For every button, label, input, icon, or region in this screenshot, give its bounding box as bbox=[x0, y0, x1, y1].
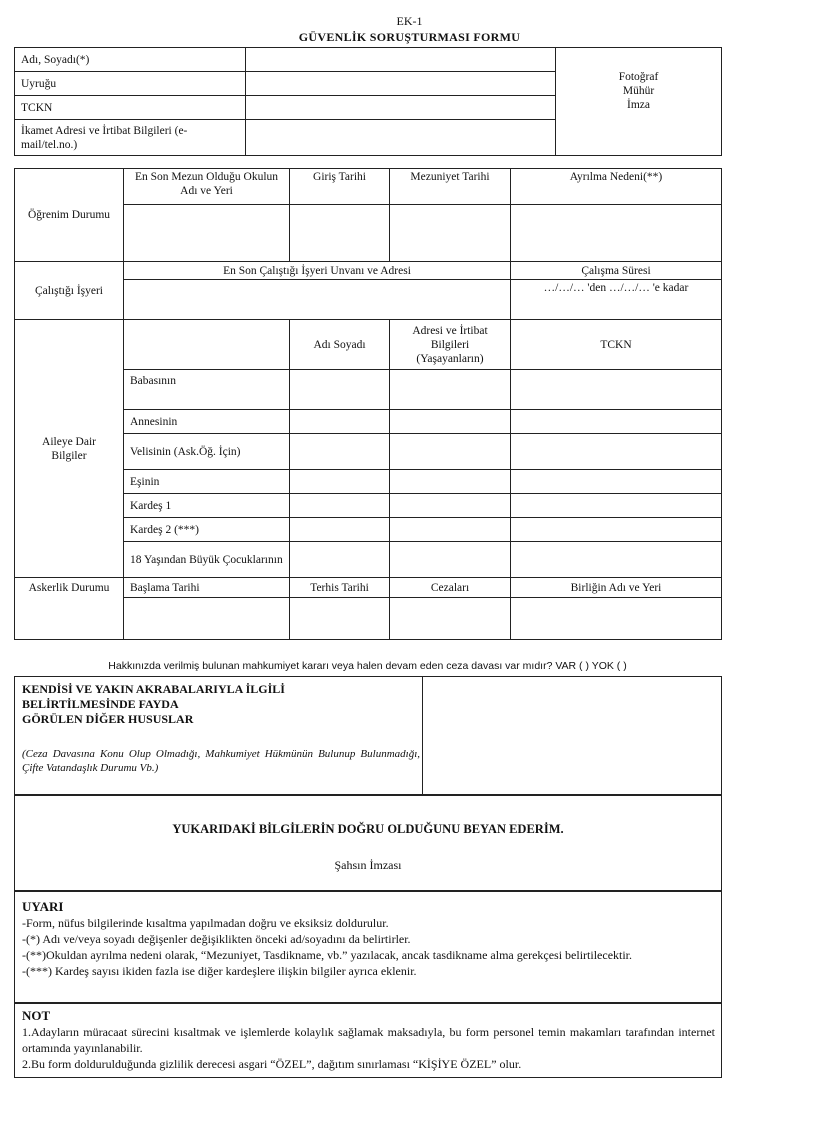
mother-name-field[interactable] bbox=[290, 410, 390, 434]
father-address-field[interactable] bbox=[390, 370, 511, 410]
workplace-label: Çalıştığı İşyeri bbox=[15, 262, 124, 320]
tckn-field[interactable] bbox=[246, 96, 556, 120]
family-label: Aileye Dair Bilgiler bbox=[15, 320, 124, 578]
military-discharge-header: Terhis Tarihi bbox=[290, 578, 390, 598]
father-label: Babasının bbox=[124, 370, 290, 410]
spouse-address-field[interactable] bbox=[390, 470, 511, 494]
sibling2-address-field[interactable] bbox=[390, 518, 511, 542]
father-name-field[interactable] bbox=[290, 370, 390, 410]
note-lines bbox=[22, 1024, 715, 1072]
tckn-label: TCKN bbox=[15, 96, 246, 120]
name-label: Adı, Soyadı(*) bbox=[15, 48, 246, 72]
name-field[interactable] bbox=[246, 48, 556, 72]
children-label: 18 Yaşından Büyük Çocuklarının bbox=[124, 542, 290, 578]
other-title-line2: BELİRTİLMESİNDE FAYDA bbox=[22, 697, 179, 711]
workplace-header: En Son Çalıştığı İşyeri Unvanı ve Adresi bbox=[124, 262, 511, 280]
military-start-field[interactable] bbox=[124, 598, 290, 640]
school-field[interactable] bbox=[124, 205, 290, 262]
other-matters-box bbox=[14, 676, 722, 796]
family-tckn-header: TCKN bbox=[511, 320, 722, 370]
guardian-address-field[interactable] bbox=[390, 434, 511, 470]
declaration-box bbox=[14, 794, 722, 892]
children-name-field[interactable] bbox=[290, 542, 390, 578]
warning-line: -(*) Adı ve/veya soyadı değişenler değişiklikten önceki ad/soyadını da belirtirler. bbox=[22, 932, 411, 946]
education-label: Öğrenim Durumu bbox=[15, 169, 124, 262]
guardian-name-field[interactable] bbox=[290, 434, 390, 470]
sibling2-tckn-field[interactable] bbox=[511, 518, 722, 542]
nationality-label: Uyruğu bbox=[15, 72, 246, 96]
sibling1-address-field[interactable] bbox=[390, 494, 511, 518]
spouse-label: Eşinin bbox=[124, 470, 290, 494]
form-title: GÜVENLİK SORUŞTURMASI FORMU bbox=[298, 30, 521, 44]
annex-label: EK-1 bbox=[396, 14, 423, 28]
note-line: 2.Bu form doldurulduğunda gizlilik derecesi asgari “ÖZEL”, dağıtım sınırlaması “KİŞİYE ÖZEL” olur. bbox=[22, 1057, 522, 1071]
sibling2-name-field[interactable] bbox=[290, 518, 390, 542]
stamp-label: Mühür bbox=[622, 85, 655, 97]
children-tckn-field[interactable] bbox=[511, 542, 722, 578]
warning-title: UYARI bbox=[22, 899, 64, 914]
note-line: 1.Adayların müracaat sürecini kısaltmak ve işlemlerde kolaylık sağlamak maksadıyla, bu form personel temin makamları tarafından internet ortamında yayınlanabilir. bbox=[22, 1025, 715, 1055]
sibling1-label: Kardeş 1 bbox=[124, 494, 290, 518]
mother-address-field[interactable] bbox=[390, 410, 511, 434]
father-tckn-field[interactable] bbox=[511, 370, 722, 410]
spouse-name-field[interactable] bbox=[290, 470, 390, 494]
military-discharge-field[interactable] bbox=[290, 598, 390, 640]
entry-date-field[interactable] bbox=[290, 205, 390, 262]
declaration-text: YUKARIDAKİ BİLGİLERİN DOĞRU OLDUĞUNU BEYAN EDERİM. bbox=[172, 822, 564, 836]
photo-label: Fotoğraf bbox=[618, 71, 659, 83]
note-box bbox=[14, 1002, 722, 1078]
guardian-label: Velisinin (Ask.Öğ. İçin) bbox=[124, 434, 290, 470]
work-duration-field[interactable]: …/…/… 'den …/…/… 'e kadar bbox=[511, 280, 722, 320]
military-unit-header: Birliğin Adı ve Yeri bbox=[511, 578, 722, 598]
main-info-table bbox=[14, 168, 722, 640]
other-matters-note: (Ceza Davasına Konu Olup Olmadığı, Mahkumiyet Hükmünün Bulunup Bulunmadığı, Çifte Vatandaşlık Durumu Vb.) bbox=[22, 748, 420, 774]
other-matters-divider bbox=[422, 677, 423, 795]
sibling1-tckn-field[interactable] bbox=[511, 494, 722, 518]
signature-label: Şahsın İmzası bbox=[334, 858, 402, 872]
warning-box bbox=[14, 890, 722, 1004]
spouse-tckn-field[interactable] bbox=[511, 470, 722, 494]
address-field[interactable] bbox=[246, 120, 556, 156]
family-address-header: Adresi ve İrtibat Bilgileri (Yaşayanların) bbox=[390, 320, 511, 370]
other-matters-title bbox=[22, 682, 422, 727]
children-address-field[interactable] bbox=[390, 542, 511, 578]
warning-lines bbox=[22, 915, 715, 979]
sibling1-name-field[interactable] bbox=[290, 494, 390, 518]
workplace-field[interactable] bbox=[124, 280, 511, 320]
military-penalty-field[interactable] bbox=[390, 598, 511, 640]
leave-reason-field[interactable] bbox=[511, 205, 722, 262]
guardian-tckn-field[interactable] bbox=[511, 434, 722, 470]
note-title: NOT bbox=[22, 1008, 51, 1023]
warning-line: -Form, nüfus bilgilerinde kısaltma yapılmadan doğru ve eksiksiz doldurulur. bbox=[22, 916, 389, 930]
nationality-field[interactable] bbox=[246, 72, 556, 96]
conviction-question: Hakkınızda verilmiş bulunan mahkumiyet kararı veya halen devam eden ceza davası var mıdır? VAR ( ) YOK ( ) bbox=[108, 660, 627, 672]
graduation-date-header: Mezuniyet Tarihi bbox=[390, 169, 511, 205]
other-matters-field[interactable] bbox=[424, 677, 720, 795]
work-duration-header: Çalışma Süresi bbox=[511, 262, 722, 280]
family-name-header: Adı Soyadı bbox=[290, 320, 390, 370]
mother-label: Annesinin bbox=[124, 410, 290, 434]
school-header: En Son Mezun Olduğu Okulun Adı ve Yeri bbox=[124, 169, 290, 205]
personal-info-table bbox=[14, 47, 722, 156]
graduation-date-field[interactable] bbox=[390, 205, 511, 262]
mother-tckn-field[interactable] bbox=[511, 410, 722, 434]
signature-label: İmza bbox=[627, 99, 650, 111]
warning-line: -(**)Okuldan ayrılma nedeni olarak, “Mezuniyet, Tasdikname, vb.” yazılacak, ancak tasdikname alma gerekçesi belirtilecektir. bbox=[22, 948, 633, 962]
warning-line: -(***) Kardeş sayısı ikiden fazla ise diğer kardeşlere ilişkin bilgiler ayrıca eklenir. bbox=[22, 964, 417, 978]
other-title-line3: GÖRÜLEN DİĞER HUSUSLAR bbox=[22, 712, 194, 726]
photo-stamp-signature-box bbox=[556, 48, 722, 156]
military-label: Askerlik Durumu bbox=[15, 578, 124, 640]
family-blank-header bbox=[124, 320, 290, 370]
military-unit-field[interactable] bbox=[511, 598, 722, 640]
leave-reason-header: Ayrılma Nedeni(**) bbox=[511, 169, 722, 205]
entry-date-header: Giriş Tarihi bbox=[290, 169, 390, 205]
military-start-header: Başlama Tarihi bbox=[124, 578, 290, 598]
military-penalty-header: Cezaları bbox=[390, 578, 511, 598]
address-label: İkamet Adresi ve İrtibat Bilgileri (e-mail/tel.no.) bbox=[15, 120, 246, 156]
other-title-line1: KENDİSİ VE YAKIN AKRABALARIYLA İLGİLİ bbox=[22, 682, 285, 696]
sibling2-label: Kardeş 2 (***) bbox=[124, 518, 290, 542]
